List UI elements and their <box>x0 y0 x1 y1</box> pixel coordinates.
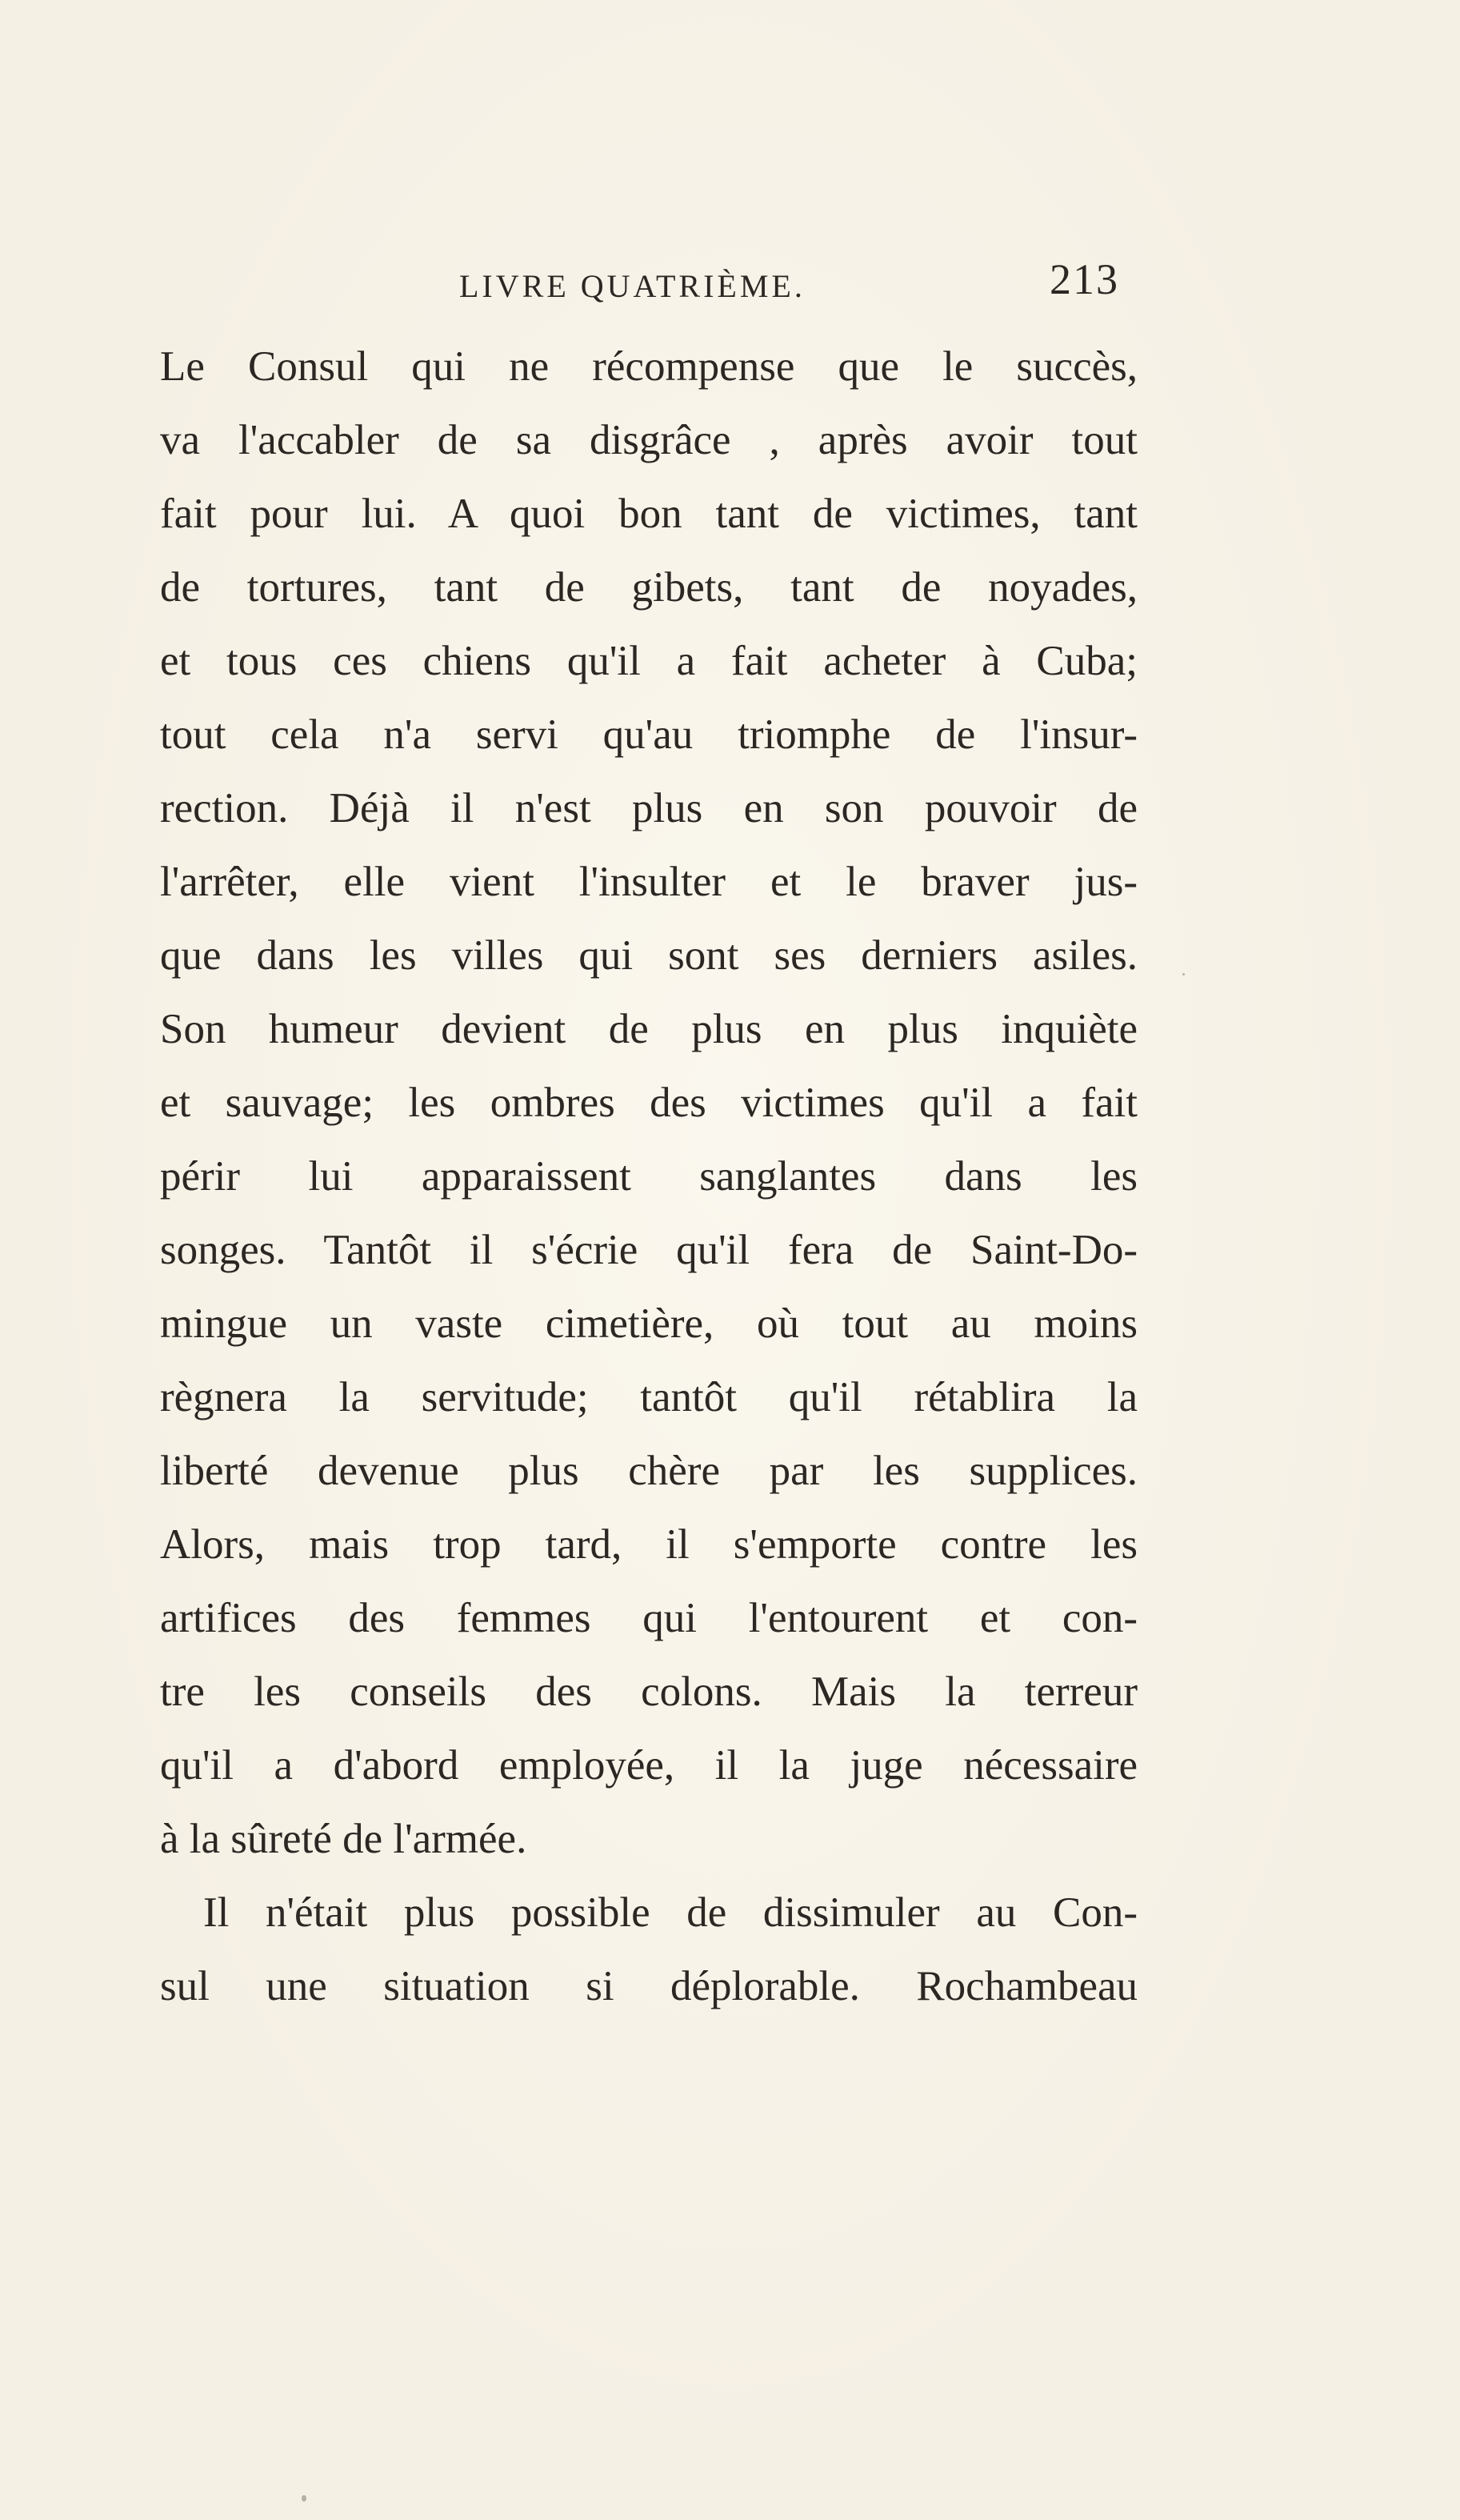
text-line: va l'accabler de sa disgrâce , après avoir tout <box>160 417 1138 463</box>
text-line: et sauvage; les ombres des victimes qu'il a fait <box>160 1080 1138 1126</box>
text-line: Alors, mais trop tard, il s'emporte contre les <box>160 1521 1138 1568</box>
text-line: tout cela n'a servi qu'au triomphe de l'insur- <box>160 711 1138 758</box>
text-line: que dans les villes qui sont ses derniers asiles. <box>160 932 1138 979</box>
text-line: artifices des femmes qui l'entourent et con- <box>160 1595 1138 1641</box>
text-line: fait pour lui. A quoi bon tant de victimes, tant <box>160 491 1138 537</box>
text-line: règnera la servitude; tantôt qu'il rétablira la <box>160 1374 1138 1420</box>
text-line: mingue un vaste cimetière, où tout au moins <box>160 1300 1138 1347</box>
text-line: liberté devenue plus chère par les supplices. <box>160 1448 1138 1494</box>
running-head: LIVRE QUATRIÈME. <box>459 268 806 304</box>
paper-speck <box>1182 973 1185 976</box>
paper-speck <box>302 2495 306 2502</box>
text-line: et tous ces chiens qu'il a fait acheter à Cuba; <box>160 638 1138 684</box>
text-line-paragraph-end: à la sûreté de l'armée. <box>160 1816 527 1862</box>
text-line: Son humeur devient de plus en plus inquiète <box>160 1006 1138 1052</box>
text-line: l'arrêter, elle vient l'insulter et le braver jus- <box>160 859 1138 905</box>
text-line: périr lui apparaissent sanglantes dans les <box>160 1153 1138 1200</box>
text-line: sul une situation si déplorable. Rochambeau <box>160 1963 1138 2009</box>
body-text <box>160 330 1138 2023</box>
text-line-paragraph-start: Il n'était plus possible de dissimuler au Con- <box>203 1889 1138 1936</box>
page-header <box>0 254 1460 310</box>
text-line: Le Consul qui ne récompense que le succès, <box>160 343 1138 390</box>
text-line: qu'il a d'abord employée, il la juge nécessaire <box>160 1742 1138 1789</box>
text-line: de tortures, tant de gibets, tant de noyades, <box>160 564 1138 611</box>
text-line: tre les conseils des colons. Mais la terreur <box>160 1669 1138 1715</box>
text-line: songes. Tantôt il s'écrie qu'il fera de Saint-Do- <box>160 1227 1138 1273</box>
text-line: rection. Déjà il n'est plus en son pouvoir de <box>160 785 1138 831</box>
page-number: 213 <box>1050 255 1119 303</box>
